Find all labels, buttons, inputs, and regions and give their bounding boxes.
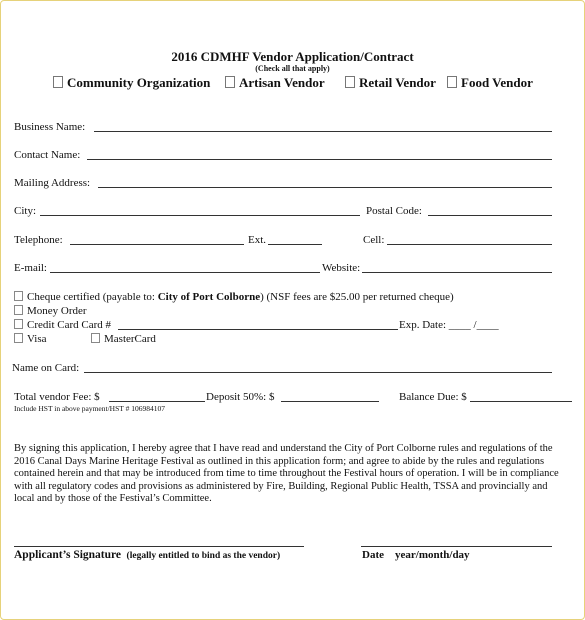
checkbox-icon [225, 76, 235, 88]
agreement-line: with all regulatory codes and provisions as administered by Fire, Building, Regional Public Health, TSSA and provincially and [14, 480, 548, 492]
form-subtitle: (Check all that apply) [255, 64, 330, 73]
hst-note: Include HST in above payment/HST # 106984107 [14, 404, 165, 413]
checkbox-icon [91, 333, 100, 343]
cheque-certified-option[interactable]: Cheque certified (payable to: City of Port Colborne) (NSF fees are $25.00 per returned cheque) [14, 291, 454, 303]
telephone-label: Telephone: [14, 234, 63, 246]
agreement-paragraph [14, 443, 569, 506]
checkbox-icon [345, 76, 355, 88]
checkbox-icon [14, 305, 23, 315]
money-order-option[interactable]: Money Order [14, 305, 87, 317]
visa-option[interactable]: Visa [14, 333, 47, 345]
balance-due-label: Balance Due: $ [399, 391, 467, 403]
postal-code-field[interactable] [428, 215, 552, 216]
telephone-field[interactable] [70, 244, 244, 245]
cheque-payee: City of Port Colborne [157, 291, 261, 303]
cell-label: Cell: [363, 234, 385, 246]
agreement-line: local and by those of the Festival’s Committee. [14, 493, 212, 504]
checkbox-community-organization[interactable]: Community Organization [53, 75, 210, 91]
website-label: Website: [322, 262, 361, 274]
name-on-card-label: Name on Card: [12, 362, 80, 374]
balance-due-field[interactable] [470, 401, 572, 402]
signature-line[interactable] [14, 546, 304, 547]
signature-label: Applicant’s Signature (legally entitled to bind as the vendor) [14, 549, 281, 561]
date-line[interactable] [361, 546, 552, 547]
email-label: E-mail: [14, 262, 47, 274]
agreement-line: contained herein and that may be introduced from time to time throughout the Festival hours of operation. I will be in compliance [14, 468, 559, 479]
deposit-label: Deposit 50%: $ [206, 391, 275, 403]
business-name-label: Business Name: [14, 121, 86, 133]
form-title: 2016 CDMHF Vendor Application/Contract [171, 49, 414, 64]
checkbox-artisan-vendor[interactable]: Artisan Vendor [225, 75, 325, 91]
credit-card-option[interactable]: Credit Card Card # [14, 319, 111, 331]
agreement-line: By signing this application, I hereby agree that I have read and understand the City of Port Colborne rules and regulations of the [14, 443, 553, 454]
mastercard-option[interactable]: MasterCard [91, 333, 156, 345]
total-fee-field[interactable] [109, 401, 205, 402]
exp-date-field[interactable]: Exp. Date: ____ /____ [399, 319, 499, 331]
email-field[interactable] [50, 272, 320, 273]
contact-name-label: Contact Name: [14, 149, 81, 161]
checkbox-icon [14, 291, 23, 301]
total-fee-label: Total vendor Fee: $ [14, 391, 100, 403]
credit-card-number-field[interactable] [118, 329, 398, 330]
website-field[interactable] [362, 272, 552, 273]
contact-name-field[interactable] [87, 159, 552, 160]
business-name-field[interactable] [94, 131, 552, 132]
postal-code-label: Postal Code: [366, 205, 422, 217]
date-label: Date year/month/day [362, 549, 470, 561]
mailing-address-label: Mailing Address: [14, 177, 91, 189]
ext-label: Ext. [248, 234, 267, 246]
city-label: City: [14, 205, 37, 217]
checkbox-retail-vendor[interactable]: Retail Vendor [345, 75, 436, 91]
ext-field[interactable] [268, 244, 322, 245]
deposit-field[interactable] [281, 401, 379, 402]
cell-field[interactable] [387, 244, 552, 245]
checkbox-icon [447, 76, 457, 88]
checkbox-icon [53, 76, 63, 88]
agreement-line: 2016 Canal Days Marine Heritage Festival as outlined in this application form; and agree to abide by the rules and regulations [14, 455, 545, 467]
mailing-address-field[interactable] [98, 187, 552, 188]
name-on-card-field[interactable] [84, 372, 552, 373]
checkbox-icon [14, 319, 23, 329]
city-field[interactable] [40, 215, 360, 216]
checkbox-food-vendor[interactable]: Food Vendor [447, 75, 533, 91]
checkbox-icon [14, 333, 23, 343]
